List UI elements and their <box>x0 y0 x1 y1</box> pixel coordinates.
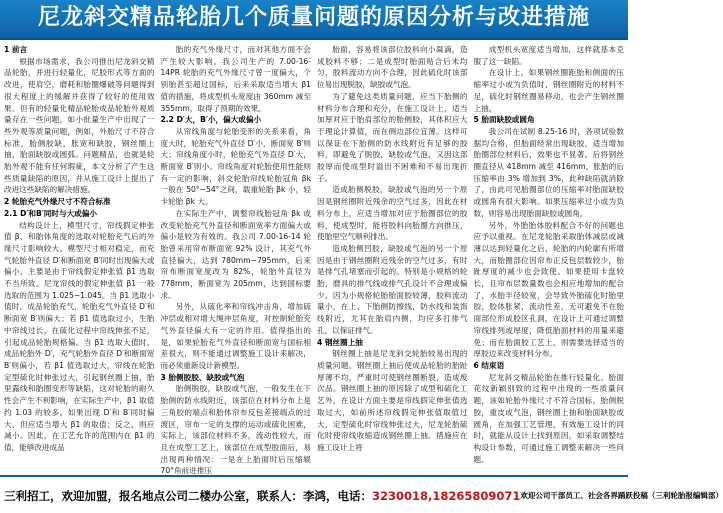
article-column-1 <box>4 44 155 472</box>
paragraph: 尼龙斜交精品轮胎在推行轻量化、胎面花纹新颖别致的过程中出现的一些质量问题，该如轮胎外缘尺寸不符合国标，胎侧脱胶，重皮或气泡，钢丝圈上抽和胎面缺胶或圆角，在加强工艺管理，有效施工设计的同时，就能从设计上找到原因，如采取调整结构设计参数，可通过施工调整来解决一些问题。 <box>473 372 624 464</box>
paragraph: 为了避免这类质量问题，应当下胎侧的材料分布合理和充分，在施工设计上，适当加厚对应于胎肩部位的胎侧胶，其体积应大于理论计算值，而在侧边部位宜薄。这样可以保证在下胎侧的防水线附近有足够的胶料，即避免了脱胶，缺胶或气泡，又因这部胶厚而使成型时溢出不困难和不易出现折子。 <box>317 91 468 183</box>
article-body <box>4 44 624 476</box>
footer-divider <box>0 475 628 477</box>
section-heading: 2.2 D′大，B′小，偏大或偏小 <box>160 115 262 125</box>
paragraph: 钢丝圈上抽是尼龙斜交轮胎较易出现的质量问题。钢丝圈上抽后使成品轮胎的胎趾厚薄不均，严重时可使钢丝圈断裂，造成废次品。钢丝圈上抽的原因除了成型和硫化工艺外，在设计方面主要是帘线假定伸张值选取过大，如前所述帘线假定伸张值取值过大，定型硫化时帘线伸张过大，尼龙轮胎硫化时使帘线收缩造成钢丝圈上抽。措施应在施工设计上将 <box>317 349 468 452</box>
section-heading: 1 前言 <box>4 45 28 54</box>
paragraph: 造成胎侧脱胶，缺胶或气泡的另一个原因是钢丝圈附近残余的空气过多，因此在材料分布上，应适当增加对应于胎圈部位的胶料，使成型时，能将胶料向胎圈方向推压，使胎里空气顺利排出。 <box>317 185 468 242</box>
title-banner <box>0 0 628 40</box>
paragraph: 我公司在试制 8.25-16 时，各项试验数据均合格，但胎面经常出现缺胶，适当增加胎圈部位材料后，效果也不显著。后将钢丝圈直径从 418mm 减至 416mm，胀胎的后压缩率由 3% 增加到 3%，此种缺陷就消除了，由此可见胎圈部位的压缩率对胎面缺胶或圆角有很大影响。如果压缩率过小或为负数，则容易出现胎面缺胶或圆角。 <box>473 126 624 218</box>
paragraph: 在实际生产中，调整帘线胎冠角 βk 或改变轮胎充气外直径和断面宽率方面偏大或偏小是较为有效的。我公司 7.00-16-14 轮胎曾采用帘布断面宽 92% 设计，其充气外直径偏大，达到 780mm~795mm，后来帘布断面宽度改为 82%，轮胎外直径为 778mm，断面宽为 205mm，达到国标要求。 <box>160 208 311 300</box>
section-heading: 2 轮胎充气外缘尺寸不符合标准 <box>4 197 111 207</box>
section-heading: 6 结束语 <box>473 360 505 370</box>
article-title: 尼龙斜交精品轮胎几个质量问题的原因分析与改进措施 <box>37 5 590 30</box>
recruitment-text: 三利招工，欢迎加盟，报名地点公司二楼办公室，联系人：李鸿，电话： <box>4 488 372 503</box>
section-heading: 5 胎面缺胶或圆角 <box>473 115 535 125</box>
paragraph: 根据市场需求，我公司推出尼龙斜交精品轮胎，并进行轻量化，尼胶形式等方面的改进，使肩空，磨耗和胎圈爆破等问题得到很大程度上的缓解并获得了较好的使用效果。但有的轻量化精品轮胎成品轮胎外观质量存在一些问题，如小批量生产中出现了一些外观等质量问题，例如，外胎尺寸不符合标准，胎侧胶缺，胀宽和缺胶，钢丝圈上抽，胎面缺胶或圆弧。问题精品，也就是轮胎外观不能有任何瑕疵，本文分析了产生这些质量缺陷的原因，并从施工设计上提出了改进这些缺陷的解决措施。 <box>4 56 155 195</box>
paragraph: 结构设计上，模型尺寸，帘线假定伸张值 β，和胎体角度的选取对轮胎充气后的外缘尺寸影响较大。模型尺寸相对稳定，而充气轮胎外直径 D′和断面宽 B′同时出现偏大或偏小，主要是由于帘线假定伸张值 β1 选取不当所致。尼龙帘线的假定伸张值 β1 一般选取的范围为 1.025~1.045。当 β1 选取小值时，成品轮胎充气，轮胎充气外直径 D′和断面宽 B′则偏大；若 β1 值选取过小，生胎中帘线过长，在硫化过程中帘线伸张不足，引起成品轮胎规格偏。当 β1 选取大值时，成品轮胎外 D′，充气轮胎外直径 D′和断面宽 B′则偏小，若 β1 值选取过大，帘线在轮胎定型硫化时伸张过大，引起钢丝圈上抽，胎里露线和胎圈变形等缺陷，这对轮胎的耐久性会产生不利影响，在实际生产中，β1 取值约 1.03 的较多。如果出现 D′和 B′同时偏大，但应适当增大 β1 的取值；反之，则应减小。因此，在工艺允许的范围内在 β1 的值，能够改进成品 <box>4 220 155 452</box>
submission-note: 欢迎公司干部员工、社会各界踊跃投稿（三利轮胎报编辑部） <box>520 491 723 500</box>
paragraph: 在设计上，如果钢丝圈距胎和侧面的压缩率过小或为负值时，钢丝圈附近的材料不足，硫化时钢丝圈易移动，也会产生钢丝圈上抽。 <box>473 68 624 113</box>
paragraph: 胎侧脱胶，缺胶或气泡，一般发生在下胎侧的防水线附近，该部位在材料分布上是三角胶的端点和胎体帘布反包差接端点的过渡区，帘布一定的支撑的运动或硫化困难，实际上，该部位材料不多，流动性较大，而且在成型工艺上，该部位在成型胶面后，易出现两种情况：一是在上胎面时后压缩辊 70°角前进推压 <box>160 384 311 476</box>
recruitment-phone: 3230018,18265809071 <box>372 488 521 503</box>
paragraph: 胎面，容易将该部位胶料向小凝滴，造成胶料不够；二是成型时胎面贴合后未均匀，胶料流动方向不合理，因此硫化时该部位易出现脱胶，缺胶或气泡。 <box>317 45 468 90</box>
recruitment-notice <box>4 488 520 504</box>
paragraph: 造成胎侧凹胶，缺胶或气泡的另一个原因是由于钢丝圈附近残余的空气过多，有时是排气孔堵塞而引起的。特别是小规格的轮胎，磨具的排气线或排气孔设计不合理或偏少，因为小规格轮胎胎面胶较薄，胶料流动量小，在上、下胎侧防擦线，防水线和装饰线附近，尤其在胎肩内侧，均应多打排气孔，以保证排气。 <box>317 243 468 335</box>
article-column-2 <box>160 44 312 476</box>
article-column-4 <box>474 44 625 472</box>
section-heading: 2.1 D′和B′同时与大或偏小 <box>4 208 97 218</box>
paragraph: 另外，外胎胎体胶料配合不好的问题也应予以重视。在尼龙轮胎采取胎体减层或减薄以达到轻量化之后，轮胎的内轮廓有所增大，而胎圈部位因帘布正反包层数较少，胎趾厚度的减少也会致使。如果使用卡盘较长，且帘布层数量数也会相应地增加的配合了，水胎半径较宽，会导致外胎硫化时胎里胶，胶体胀紧，流动性差，无可避免不在胎面部位形成胶区孔洞，在设计上可通过调整帘线排列或厚度，降低胎面材料的用量来避免；而在胎面胶工艺上，则需要选择适当的厚胶边来改变材料分布。 <box>473 220 624 359</box>
paragraph: 胎的充气外缘尺寸，而对其他方面不会产生较大影响。我公司生产的 7.00-16-14PR 轮胎的充气外缘尺寸曾一度偏大，个别胎甚至超过国标，后来采取适当增大 β1 值的措施，将成型机头宽度由 360mm 减至 355mm，取得了预期的效果。 <box>160 45 311 113</box>
article-column-3 <box>317 44 468 472</box>
section-heading: 4 钢丝圈上抽 <box>317 337 363 347</box>
section-heading: 3 胎侧胶胶、缺胶或气泡 <box>160 372 245 382</box>
paragraph: 成型机头宽度适当增加，这样就基本克服了这一缺陷。 <box>473 45 624 66</box>
paragraph: 另外，从硫化率和帘线冲击角，增加硫冲层或相对增大绳冲层角度，对控制轮胎充气外直径偏大有一定的作用。值得指出的是，如果轮胎充气外直径和断面宽与国标相差很大，则不能通过调整施工设计来解决，而必须重新设计新模型。 <box>160 302 311 370</box>
footer <box>0 478 723 513</box>
paragraph: 从帘线角度与轮胎变形的关系来看，角度大时，轮胎充气外直径 D′小，断面宽 B′则大；帘线角度小时，轮胎充气外直径 D′大，断面宽 B′则小。帘线角度对轮胎使用性能则有一定的影响，斜交轮胎帘线轮胎冠角 βk 一般在 50°~54°之间，载重轮胎 βk 小，轻卡轮胎 βk 大。 <box>160 126 311 207</box>
